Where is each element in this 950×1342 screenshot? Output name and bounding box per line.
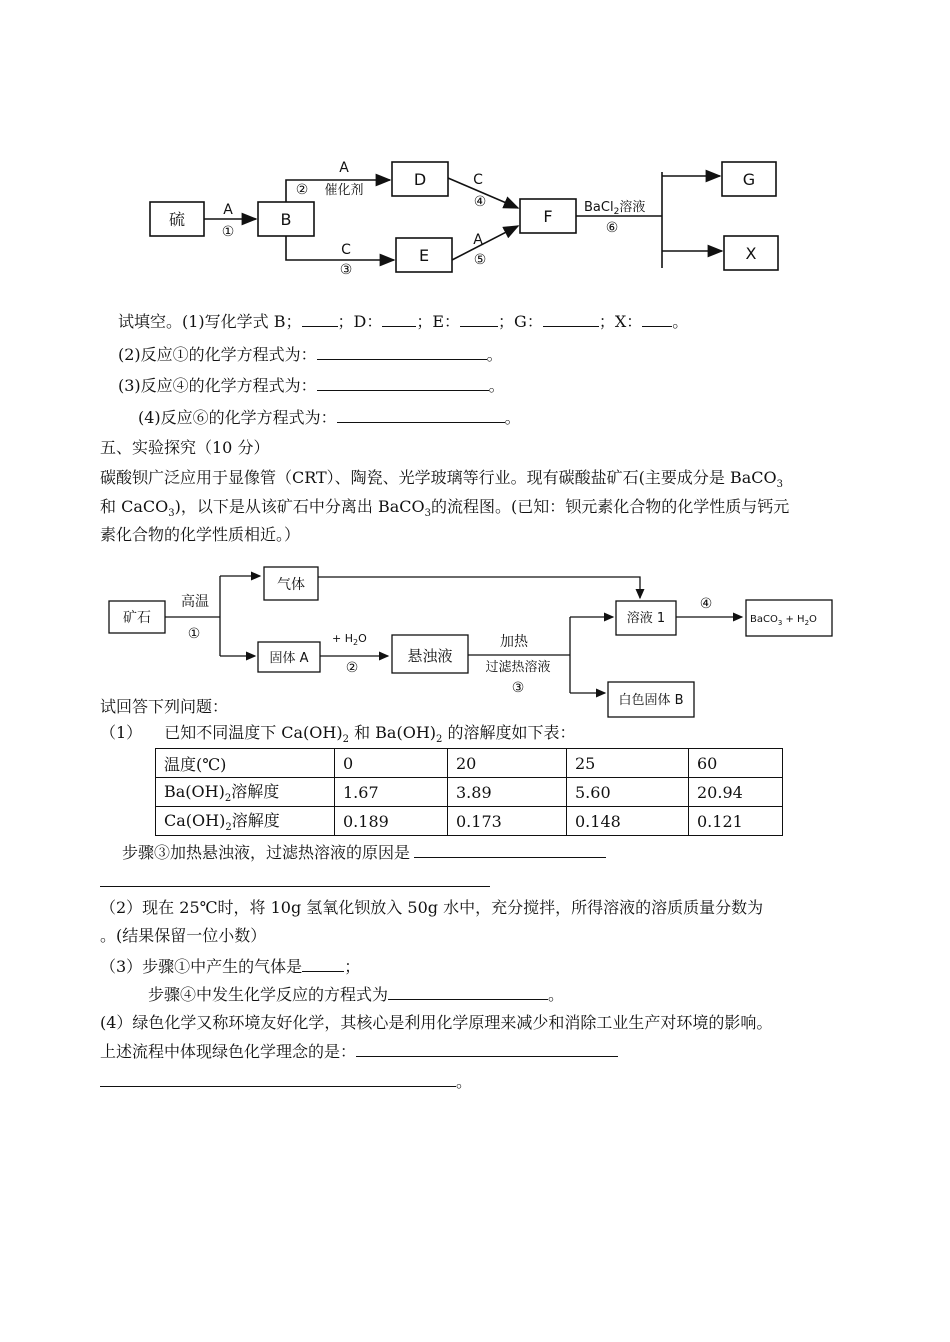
flow-heat: 加热 <box>500 634 528 650</box>
section5-intro-2: 和 CaCO$_3$)，以下是从该矿石中分离出 BaCO$_3$的流程图。(已知：钡元素化合物的化学性质与钙元 <box>100 497 790 520</box>
edge2-label: A <box>339 160 349 176</box>
q1-line1: 试填空。(1)写化学式 B； ；D： ；E： ；G： ；X： 。 <box>118 312 689 331</box>
flow-step1-num: ① <box>187 626 201 642</box>
node-d: D <box>413 170 427 189</box>
question-4: (4）绿色化学又称环境友好化学，其核心是利用化学原理来减少和消除工业生产对环境的影响。 <box>100 1013 773 1032</box>
blank-step4-equation[interactable] <box>388 983 548 1000</box>
blank-green-chem[interactable] <box>356 1040 618 1057</box>
blank-eq1[interactable] <box>317 343 487 360</box>
blank-g[interactable] <box>543 310 599 327</box>
edge1-label: A <box>223 202 233 218</box>
section5-intro-3: 素化合物的化学性质相近。） <box>100 525 301 544</box>
table-cell: 25 <box>567 749 689 778</box>
node-f: F <box>543 207 553 226</box>
node-x: X <box>745 244 757 263</box>
question-2: （2）现在 25℃时，将 10g 氢氧化钡放入 50g 水中，充分搅拌，所得溶液的溶质质量分数为 <box>100 898 764 917</box>
table-cell: 3.89 <box>448 778 567 807</box>
blank-step3-line2[interactable] <box>100 886 490 887</box>
question-4c: 。 <box>100 1070 472 1093</box>
table-cell: 0.148 <box>567 807 689 836</box>
blank-x[interactable] <box>642 310 672 327</box>
table-cell: 1.67 <box>335 778 448 807</box>
flow-solid-a: 固体 A <box>269 651 309 666</box>
flow-plus-h2o: + $H_2O$ <box>332 632 367 647</box>
table-header-cell: $Ba(OH)_2$溶解度 <box>156 778 335 807</box>
table-cell: 5.60 <box>567 778 689 807</box>
flow-white-solid-b: 白色固体 B <box>618 693 684 708</box>
edge2-catalyst: 催化剂 <box>324 183 364 198</box>
q1-line2: (2)反应①的化学方程式为： 。 <box>118 345 503 364</box>
table-row <box>156 807 783 836</box>
blank-green-chem-line2[interactable] <box>100 1070 456 1087</box>
edge6-num: ⑥ <box>605 220 619 236</box>
blank-gas[interactable] <box>302 955 344 972</box>
question-2b: 。(结果保留一位小数） <box>100 926 267 945</box>
node-e: E <box>418 246 430 265</box>
node-s: 硫 <box>168 210 186 229</box>
section5-title: 五、实验探究（10 分） <box>100 438 270 457</box>
flow-suspension: 悬浊液 <box>407 647 453 665</box>
table-row <box>156 778 783 807</box>
question-1: （1） 已知不同温度下 $Ca(OH)_2$ 和 $Ba(OH)_2$ 的溶解度如下表： <box>100 723 576 746</box>
table-cell: 0.121 <box>689 807 783 836</box>
blank-b[interactable] <box>302 310 338 327</box>
solubility-table <box>155 748 783 836</box>
question-3b: 步骤④中发生化学反应的方程式为 。 <box>148 985 565 1004</box>
flow-step3-num: ③ <box>511 680 525 696</box>
table-cell: 0 <box>335 749 448 778</box>
flow-product: BaCO$_3$ + $H_2O$ <box>750 614 817 627</box>
edge3-num: ③ <box>339 262 353 278</box>
question-4b: 上述流程中体现绿色化学理念的是： <box>100 1040 618 1063</box>
flow-filter: 过滤热溶液 <box>485 660 551 675</box>
edge4-num: ④ <box>473 194 487 210</box>
table-cell: 0.173 <box>448 807 567 836</box>
reaction-diagram-1 <box>140 150 800 290</box>
node-g: G <box>742 170 756 189</box>
edge5-label: A <box>473 232 483 248</box>
flow-gas: 气体 <box>277 577 305 593</box>
table-cell: 0.189 <box>335 807 448 836</box>
blank-eq6[interactable] <box>337 406 505 423</box>
table-header-cell: 温度(℃) <box>156 749 335 778</box>
edge6-label: BaCl$_2$溶液 <box>584 200 646 217</box>
question-3: （3）步骤①中产生的气体是 ； <box>100 957 361 976</box>
step3-question: 步骤③加热悬浊液，过滤热溶液的原因是 <box>122 841 606 864</box>
questions-lead: 试回答下列问题： <box>100 697 229 716</box>
edge1-num: ① <box>221 224 235 240</box>
flow-solution1: 溶液 1 <box>626 611 666 626</box>
q1-line3: (3)反应④的化学方程式为： 。 <box>118 376 505 395</box>
node-b: B <box>280 210 292 229</box>
blank-eq4[interactable] <box>317 374 489 391</box>
q1-line4: (4)反应⑥的化学方程式为： 。 <box>138 408 521 427</box>
table-cell: 60 <box>689 749 783 778</box>
blank-step3-reason[interactable] <box>414 841 606 858</box>
flow-step2-num: ② <box>345 660 359 676</box>
table-cell: 20.94 <box>689 778 783 807</box>
edge4-label: C <box>473 172 483 188</box>
edge3-label: C <box>341 242 351 258</box>
flow-ore: 矿石 <box>123 610 151 626</box>
flow-step4-num: ④ <box>699 596 713 612</box>
edge2-num: ② <box>295 182 309 198</box>
table-header-cell: $Ca(OH)_2$溶解度 <box>156 807 335 836</box>
blank-d[interactable] <box>382 310 416 327</box>
blank-e[interactable] <box>460 310 498 327</box>
table-row <box>156 749 783 778</box>
flow-high-temp: 高温 <box>181 594 209 610</box>
edge5-num: ⑤ <box>473 252 487 268</box>
section5-intro-1: 碳酸钡广泛应用于显像管（CRT）、陶瓷、光学玻璃等行业。现有碳酸盐矿石(主要成分是 BaCO$_3$ <box>100 468 784 491</box>
table-cell: 20 <box>448 749 567 778</box>
